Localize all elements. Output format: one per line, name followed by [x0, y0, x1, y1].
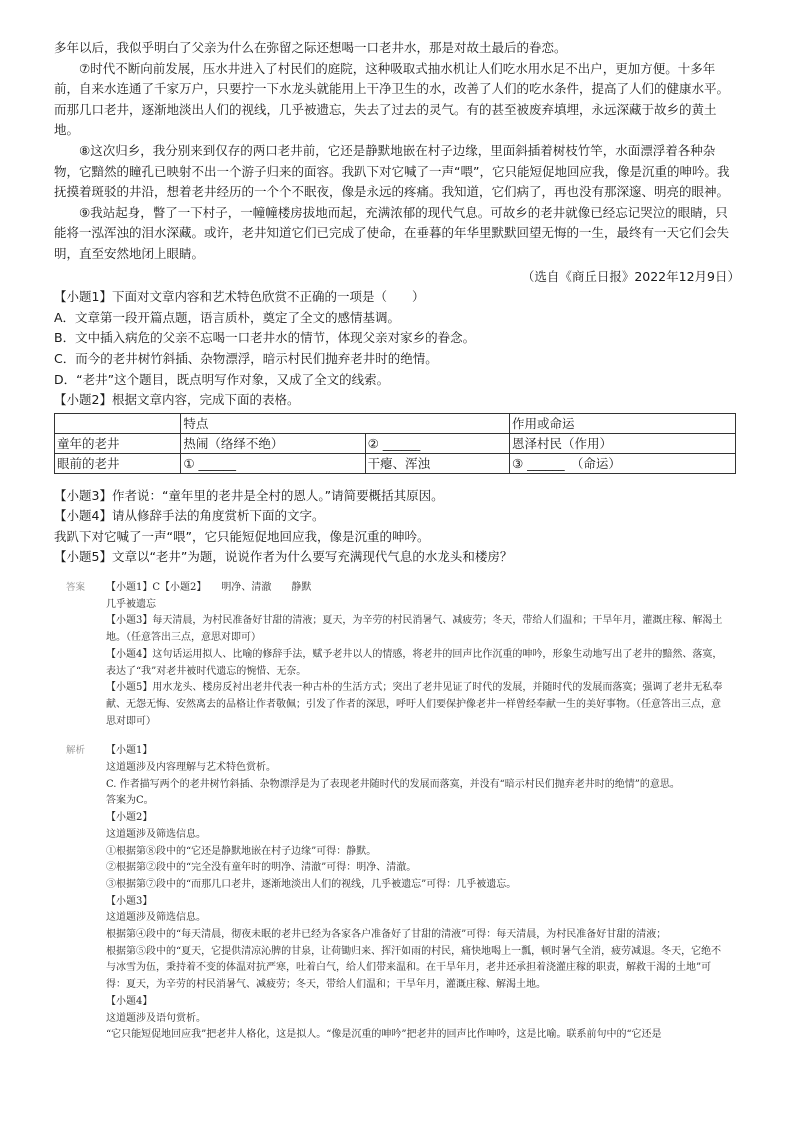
paragraph-8: ⑧这次归乡，我分别来到仅存的两口老井前，它还是静默地嵌在村子边缘，里面斜插着树枝竹竿，水面漂浮着各种杂物，它黯然的瞳孔已映射不出一个游子归来的面容。我趴下对它喊了一声“喂”，它只能短促地回应我，像是沉重的呻吟。我抚摸着斑驳的井沿，想着老井经历的一个个不眠夜，像是永远的疼痛。我知道，它们病了，再也没有那深邃、明亮的眼神。	[54, 142, 730, 200]
answer-3: 【小题3】每天清晨，为村民准备好甘甜的清液；夏天，为辛劳的村民消暑气、减疲劳；冬天，带给人们温和；干旱年月，灌溉庄稼、解渴土地。（任意答出三点，意思对即可）	[106, 615, 723, 644]
answer-1-2: 【小题1】C【小题2】 明净、清澈 静默	[106, 582, 312, 593]
question-3: 【小题3】作者说：“童年里的老井是全村的恩人。”请简要概括其原因。	[54, 487, 444, 503]
question-5: 【小题5】文章以“老井”为题，说说作者为什么要写充满现代气息的水龙头和楼房？	[54, 549, 513, 565]
answer-4: 【小题4】这句话运用拟人、比喻的修辞手法，赋予老井以人的情感，将老井的回声比作沉重的呻吟，形象生动地写出了老井的黯然、落寞，表达了“我”对老井被时代遗忘的惋惜、无奈。	[106, 648, 723, 677]
analysis-heading-3: 【小题3】	[106, 895, 153, 907]
analysis-line: C. 作者描写两个的老井树竹斜插、杂物漂浮是为了表现老井随时代的发展而落寞，并没有“暗示村民们抛弃老井时的绝情”的意思。	[106, 778, 680, 790]
question-1-option-c: C．而今的老井树竹斜插、杂物漂浮，暗示村民们抛弃老井时的绝情。	[54, 350, 438, 366]
analysis-line: ①根据第⑧段中的“它还是静默地嵌在村子边缘”可得：静默。	[106, 845, 377, 857]
analysis-line: 这道题涉及筛选信息。	[106, 828, 206, 840]
table-cell: 热闹（络绎不绝）	[181, 433, 365, 453]
analysis-line: 这道题涉及语句赏析。	[106, 1012, 206, 1024]
analysis-section	[66, 743, 726, 1044]
table-blank-cell[interactable]: ① ______	[181, 453, 365, 473]
analysis-heading-1: 【小题1】	[106, 745, 153, 757]
question-1-option-a: A．文章第一段开篇点题，语言质朴，奠定了全文的感情基调。	[54, 309, 401, 325]
question-1-option-b: B．文中插入病危的父亲不忘喝一口老井水的情节，体现父亲对家乡的眷念。	[54, 330, 476, 346]
analysis-heading-2: 【小题2】	[106, 812, 153, 824]
answer-and-analysis	[66, 580, 726, 1044]
table-header-role: 作用或命运	[509, 413, 735, 433]
table-row	[55, 433, 736, 453]
analysis-line: 这道题涉及内容理解与艺术特色赏析。	[106, 762, 276, 774]
table-row	[55, 413, 736, 433]
analysis-line: 答案为C。	[106, 795, 154, 807]
source-citation: （选自《商丘日报》2022年12月9日）	[521, 268, 740, 284]
question-4: 【小题4】请从修辞手法的角度赏析下面的文字。	[54, 508, 325, 524]
table-cell: 恩泽村民（作用）	[509, 433, 735, 453]
analysis-line: 根据第⑤段中的“夏天，它提供清凉沁脾的甘泉，让荷锄归来、挥汗如雨的村民，痛快地喝上一瓢，顿时暑气全消，疲劳减退。冬天，它绝不与冰雪为伍，秉持着不变的体温对抗严寒，吐着白气，给人们带来温和。在干旱年月，老井还承担着浇灌庄稼的职责，解救干渴的土地”可得：夏天，为辛劳的村民消暑气、减疲劳；冬天，带给人们温和；干旱年月，灌溉庄稼、解渴土地。	[106, 945, 722, 991]
table-header-feature: 特点	[181, 413, 510, 433]
article-and-questions	[54, 38, 740, 568]
analysis-line: 根据第④段中的“每天清晨，彻夜未眠的老井已经为各家各户准备好了甘甜的清液”可得：每天清晨，为村民准备好甘甜的清液；	[106, 929, 667, 941]
answer-5: 【小题5】用水龙头、楼房反衬出老井代表一种古朴的生活方式；突出了老井见证了时代的发展，并随时代的发展而落寞；强调了老井无私奉献、无怨无悔、安然离去的品格让作者敬佩；引发了作者的深思，呼吁人们要保护像老井一样曾经奉献一生的美好事物。（任意答出三点，意思对即可）	[106, 682, 723, 727]
table-blank-cell[interactable]: ③ ______ （命运）	[509, 453, 735, 473]
analysis-line: “它只能短促地回应我”把老井人格化，这是拟人。“像是沉重的呻吟”把老井的回声比作呻吟，这是比喻。联系前句中的“它还是	[106, 1029, 662, 1041]
analysis-line: 这道题涉及筛选信息。	[106, 912, 206, 924]
table-cell: 干瘪、浑浊	[365, 453, 509, 473]
paragraph-7: ⑦时代不断向前发展，压水井进入了村民们的庭院，这种吸取式抽水机让人们吃水用水足不出户，更加方便。十多年前，自来水连通了千家万户，只要拧一下水龙头就能用上干净卫生的水，改善了人们的吃水条件，提高了人们的健康水平。而那几口老井，逐渐地淡出人们的视线，几乎被遗忘，失去了过去的灵气。有的甚至被废弃填埋，永远深藏于故乡的黄土地。	[54, 60, 730, 138]
table-row-label: 童年的老井	[55, 433, 181, 453]
question-2-table	[54, 413, 736, 474]
question-4-quote: 我趴下对它喊了一声“喂”，它只能短促地回应我，像是沉重的呻吟。	[54, 528, 430, 544]
analysis-tag: 解析	[66, 745, 86, 757]
analysis-line: ②根据第②段中的“完全没有童年时的明净、清澈”可得：明净、清澈。	[106, 862, 417, 874]
table-blank-cell[interactable]: ② ______	[365, 433, 509, 453]
table-cell	[55, 413, 181, 433]
analysis-heading-4: 【小题4】	[106, 995, 153, 1007]
question-1-option-d: D．“老井”这个题目，既点明写作对象，又成了全文的线索。	[54, 371, 390, 387]
question-1: 【小题1】下面对文章内容和艺术特色欣赏不正确的一项是（ ）	[54, 289, 425, 305]
table-row-label: 眼前的老井	[55, 453, 181, 473]
answer-2-continued: 几乎被遗忘	[106, 598, 156, 610]
question-2: 【小题2】根据文章内容，完成下面的表格。	[54, 392, 300, 408]
answer-section	[66, 580, 726, 730]
paragraph-intro: 多年以后，我似乎明白了父亲为什么在弥留之际还想喝一口老井水，那是对故土最后的眷恋。	[54, 40, 567, 55]
analysis-line: ③根据第⑦段中的“而那几口老井，逐渐地淡出人们的视线，几乎被遗忘”可得：几乎被遗忘。	[106, 878, 517, 890]
paragraph-9: ⑨我站起身，瞥了一下村子，一幢幢楼房拔地而起，充满浓郁的现代气息。可故乡的老井就像已经忘记哭泣的眼睛，只能将一泓浑浊的泪水深藏。或许，老井知道它们已完成了使命，在垂暮的年华里默默回望无悔的一生，最终有一天它们会失明，直至安然地闭上眼睛。	[54, 204, 730, 261]
table-row	[55, 453, 736, 473]
answer-tag: 答案	[66, 582, 86, 593]
